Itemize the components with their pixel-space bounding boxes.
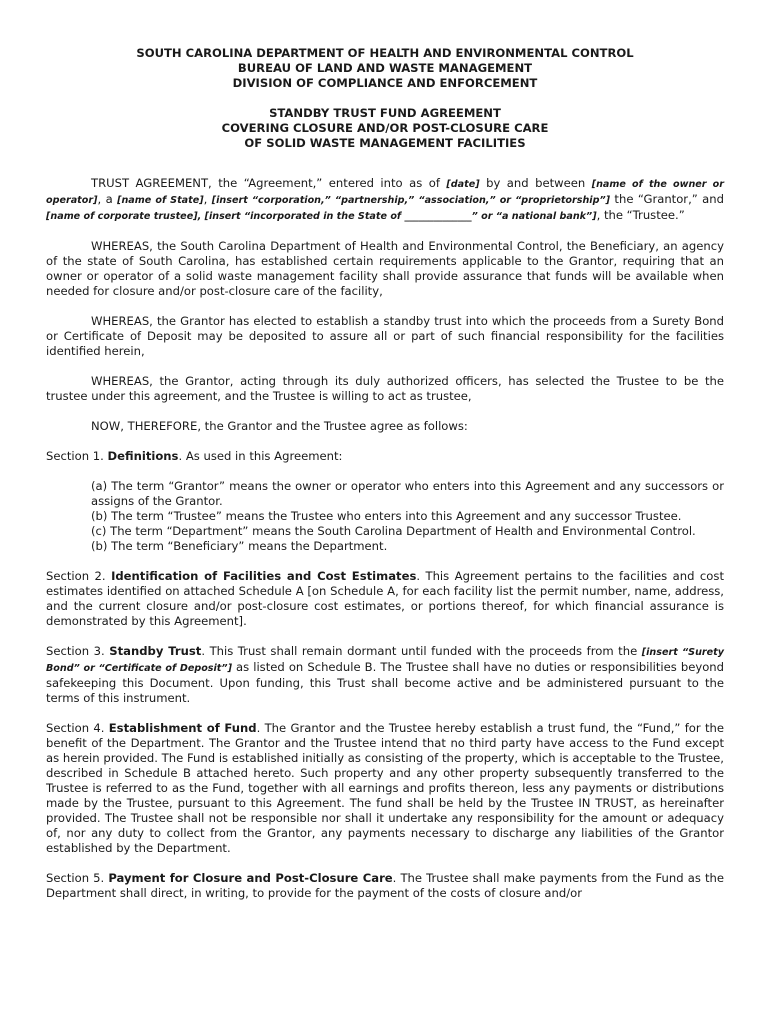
definition-item: (c) The term “Department” means the South Carolina Department of Health and Environmental Control. bbox=[91, 524, 696, 538]
owner-placeholder: [name of the owner or operator] bbox=[46, 179, 724, 206]
section-title: Establishment of Fund bbox=[108, 721, 257, 735]
whereas-paragraph: WHEREAS, the Grantor has elected to establish a standby trust into which the proceeds from a Surety Bond or Certificate of Deposit may be deposited to assure all or part of such financial responsibility for the facilities identified herein, bbox=[46, 314, 724, 358]
intro-text: , a bbox=[97, 192, 118, 206]
section-text: . This Agreement pertains to the facilities and cost estimates identified on attached Schedule A [on Schedule A, for each facility list the permit number, name, address, and the current closure and/or post-closure cost estimates, or portions thereof, for which financial assurance is demonstrated by this Agreement]. bbox=[46, 569, 724, 628]
section-5 bbox=[46, 871, 724, 901]
entity-type-placeholder: [insert “corporation,” “partnership,” “association,” or “proprietorship”] bbox=[211, 195, 611, 206]
date-placeholder: [date] bbox=[446, 179, 480, 190]
agency-header bbox=[46, 46, 724, 91]
section-title: Payment for Closure and Post-Closure Care bbox=[108, 871, 393, 885]
section-number: Section 4. bbox=[46, 721, 109, 735]
title-line-2: COVERING CLOSURE AND/OR POST-CLOSURE CARE bbox=[221, 121, 549, 135]
title-line-1: STANDBY TRUST FUND AGREEMENT bbox=[269, 106, 501, 120]
section-text: . This Trust shall remain dormant until funded with the proceeds from the bbox=[201, 644, 642, 658]
definition-item: (a) The term “Grantor” means the owner or operator who enters into this Agreement and any successors or assigns of the Grantor. bbox=[91, 479, 724, 508]
division-name: DIVISION OF COMPLIANCE AND ENFORCEMENT bbox=[232, 76, 538, 90]
section-text: . The Grantor and the Trustee hereby establish a trust fund, the “Fund,” for the benefit of the Department. The Grantor and the Trustee intend that no third party have access to the Fund except as herein provided. The Fund is established initially as consisting of the property, which is acceptable to the Trustee, described in Schedule B attached hereto. Such property and any other property subsequently transferred to the Trustee is referred to as the Fund, together with all earnings and profits thereon, less any payments or distributions made by the Trustee, pursuant to this Agreement. The fund shall be held by the Trustee IN TRUST, as hereinafter provided. The Trustee shall not be responsible nor shall it undertake any responsibility for the amount or adequacy of, nor any duty to collect from the Grantor, any payments necessary to discharge any liabilities of the Grantor established by the Department. bbox=[46, 721, 724, 855]
section-number: Section 5. bbox=[46, 871, 109, 885]
intro-text: , the “Trustee.” bbox=[596, 208, 685, 222]
section-title: Identification of Facilities and Cost Estimates bbox=[111, 569, 417, 583]
whereas-paragraph: WHEREAS, the Grantor, acting through its duly authorized officers, has selected the Trustee to be the trustee under this agreement, and the Trustee is willing to act as trustee, bbox=[46, 374, 724, 403]
title-line-3: OF SOLID WASTE MANAGEMENT FACILITIES bbox=[244, 136, 526, 150]
bureau-name: BUREAU OF LAND AND WASTE MANAGEMENT bbox=[237, 61, 533, 75]
definitions-list bbox=[91, 479, 724, 554]
agency-name: SOUTH CAROLINA DEPARTMENT OF HEALTH AND ENVIRONMENTAL CONTROL bbox=[136, 46, 634, 60]
whereas-paragraph: WHEREAS, the South Carolina Department of Health and Environmental Control, the Beneficiary, an agency of the state of South Carolina, has established certain requirements applicable to the Grantor, requiring that an owner or operator of a solid waste management facility shall provide assurance that funds will be available when needed for closure and/or post-closure care of the facility, bbox=[46, 239, 724, 298]
now-therefore-paragraph: NOW, THEREFORE, the Grantor and the Trustee agree as follows: bbox=[91, 419, 468, 433]
intro-text: , bbox=[203, 192, 212, 206]
intro-text: TRUST AGREEMENT, the “Agreement,” entered into as of bbox=[91, 176, 447, 190]
state-placeholder: [name of State] bbox=[117, 195, 204, 206]
section-3 bbox=[46, 644, 724, 706]
intro-text: the “Grantor,” and bbox=[610, 192, 724, 206]
trustee-placeholder: [name of corporate trustee], [insert “incorporated in the State of ______________” or “a national bank”] bbox=[46, 211, 597, 222]
definition-item: (b) The term “Trustee” means the Trustee who enters into this Agreement and any successor Trustee. bbox=[91, 509, 682, 523]
section-text: . As used in this Agreement: bbox=[178, 449, 343, 463]
section-1 bbox=[46, 449, 724, 464]
section-title: Standby Trust bbox=[109, 644, 202, 658]
intro-paragraph bbox=[46, 176, 724, 224]
document-title bbox=[46, 106, 724, 151]
section-4 bbox=[46, 721, 724, 856]
section-number: Section 3. bbox=[46, 644, 110, 658]
section-text: as listed on Schedule B. The Trustee shall have no duties or responsibilities beyond safekeeping this Document. Upon funding, this Trust shall become active and be administered pursuant to the terms of this instrument. bbox=[46, 660, 724, 705]
section-title: Definitions bbox=[107, 449, 179, 463]
instrument-placeholder: [insert “Surety Bond” or “Certificate of Deposit”] bbox=[46, 647, 724, 674]
section-number: Section 1. bbox=[46, 449, 108, 463]
intro-text: by and between bbox=[479, 176, 592, 190]
section-text: . The Trustee shall make payments from the Fund as the Department shall direct, in writing, to provide for the payment of the costs of closure and/or bbox=[46, 871, 724, 900]
section-2 bbox=[46, 569, 724, 629]
definition-item: (b) The term “Beneficiary” means the Department. bbox=[91, 539, 388, 553]
section-number: Section 2. bbox=[46, 569, 112, 583]
